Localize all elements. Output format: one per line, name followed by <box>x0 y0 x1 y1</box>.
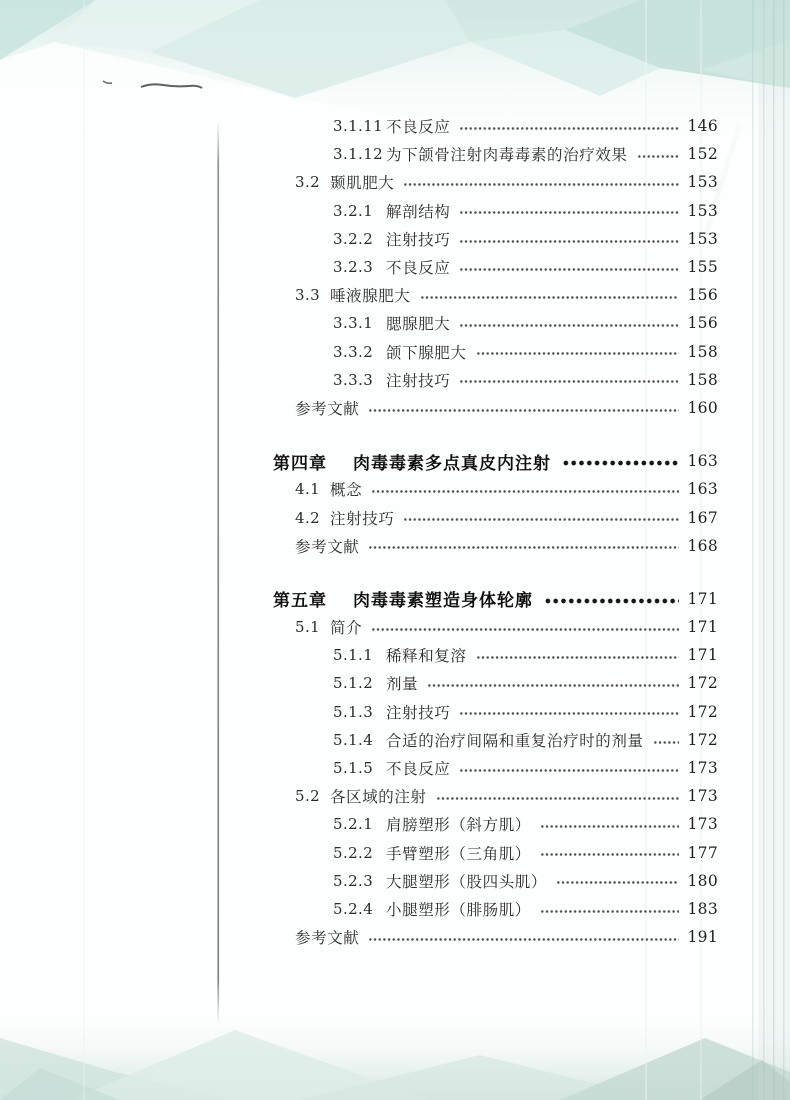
toc-section-gap <box>215 560 760 585</box>
toc-list <box>215 112 760 951</box>
dot-leader <box>459 309 679 337</box>
dot-leader <box>459 698 679 726</box>
dot-leader <box>459 112 679 140</box>
toc-entry-number: 3.3.3 <box>333 370 374 389</box>
dot-leader <box>476 641 679 669</box>
toc-entry-page: 168 <box>687 536 718 555</box>
dot-leader <box>562 447 679 475</box>
toc-entry <box>215 140 760 168</box>
dot-leader <box>540 810 679 838</box>
dot-leader <box>653 726 679 754</box>
toc-entry <box>215 782 760 810</box>
toc-entry-title: 参考文献 <box>295 537 360 556</box>
toc-entry-page: 173 <box>687 787 718 806</box>
toc-entry-number: 5.1.2 <box>333 674 374 693</box>
toc-entry-number: 3.3.2 <box>333 342 374 361</box>
toc-entry-title: 腮腺肥大 <box>386 315 451 334</box>
toc-entry-title: 小腿塑形（腓肠肌） <box>386 900 531 919</box>
toc-entry-page: 191 <box>687 928 718 947</box>
toc-entry <box>215 281 760 309</box>
toc-entry-number: 3.2 <box>295 173 321 192</box>
dot-leader <box>476 338 679 366</box>
toc-entry-title: 解剖结构 <box>386 202 451 221</box>
toc-entry <box>215 338 760 366</box>
toc-page <box>215 112 760 951</box>
toc-entry <box>215 475 760 503</box>
toc-entry-number: 3.2.1 <box>333 201 374 220</box>
toc-entry <box>215 754 760 782</box>
toc-entry-page: 171 <box>687 646 718 665</box>
toc-entry <box>215 532 760 560</box>
toc-entry-title: 剂量 <box>386 675 419 694</box>
toc-entry-title: 肉毒毒素多点真皮内注射 <box>353 453 551 474</box>
toc-entry-title: 各区域的注射 <box>330 788 427 807</box>
dot-leader <box>427 669 679 697</box>
toc-entry <box>215 726 760 754</box>
toc-entry <box>215 867 760 895</box>
toc-entry <box>215 253 760 281</box>
toc-chapter-entry <box>215 447 760 475</box>
dot-leader <box>459 253 679 281</box>
toc-entry-page: 172 <box>687 702 718 721</box>
toc-entry-title: 注射技巧 <box>386 371 451 390</box>
dot-leader <box>368 532 679 560</box>
toc-entry <box>215 503 760 531</box>
toc-entry-number: 3.2.2 <box>333 229 374 248</box>
dot-leader <box>459 366 679 394</box>
dot-leader <box>403 503 679 531</box>
dot-leader <box>637 140 679 168</box>
toc-entry-page: 172 <box>687 730 718 749</box>
toc-entry-number: 5.1 <box>295 618 321 637</box>
toc-entry-page: 156 <box>687 314 718 333</box>
toc-entry-page: 180 <box>687 871 718 890</box>
toc-entry-page: 155 <box>687 258 718 277</box>
toc-entry-title: 颞肌肥大 <box>330 174 395 193</box>
toc-entry-page: 171 <box>687 589 718 608</box>
toc-entry <box>215 895 760 923</box>
toc-entry <box>215 197 760 225</box>
toc-entry-page: 156 <box>687 286 718 305</box>
toc-entry <box>215 168 760 196</box>
toc-entry-title: 概念 <box>330 481 363 500</box>
dot-leader <box>371 613 679 641</box>
toc-entry-page: 163 <box>687 480 718 499</box>
toc-entry-number: 3.2.3 <box>333 258 374 277</box>
toc-entry-page: 152 <box>687 145 718 164</box>
toc-entry-title: 不良反应 <box>386 259 451 278</box>
dot-leader <box>368 923 679 951</box>
toc-entry <box>215 698 760 726</box>
toc-entry-number: 5.2.2 <box>333 843 374 862</box>
dot-leader <box>436 782 679 810</box>
dot-leader <box>540 895 679 923</box>
toc-entry <box>215 810 760 838</box>
toc-entry-title: 手臂塑形（三角肌） <box>386 844 531 863</box>
toc-entry-page: 173 <box>687 815 718 834</box>
toc-entry-title: 参考文献 <box>295 399 360 418</box>
dot-leader <box>459 197 679 225</box>
dot-leader <box>459 754 679 782</box>
toc-entry-number: 3.1.11 <box>333 117 384 136</box>
toc-entry-title: 稀释和复溶 <box>386 647 467 666</box>
dot-leader <box>540 839 679 867</box>
toc-entry-number: 3.3 <box>295 286 321 305</box>
toc-entry-title: 颌下腺肥大 <box>386 343 467 362</box>
toc-entry-title: 肉毒毒素塑造身体轮廓 <box>353 591 533 612</box>
toc-entry <box>215 309 760 337</box>
page-edge-tint <box>758 0 790 1100</box>
toc-entry-number: 5.2.3 <box>333 871 374 890</box>
toc-entry-title: 不良反应 <box>386 760 451 779</box>
toc-entry-number: 5.2 <box>295 787 321 806</box>
toc-entry <box>215 366 760 394</box>
toc-section-gap <box>215 422 760 447</box>
toc-entry <box>215 394 760 422</box>
toc-entry-title: 大腿塑形（股四头肌） <box>386 872 548 891</box>
toc-entry-page: 153 <box>687 201 718 220</box>
toc-entry <box>215 923 760 951</box>
toc-entry-page: 173 <box>687 759 718 778</box>
toc-entry-page: 177 <box>687 843 718 862</box>
toc-entry-page: 153 <box>687 173 718 192</box>
toc-entry-number: 3.1.12 <box>333 145 384 164</box>
toc-entry-page: 172 <box>687 674 718 693</box>
dot-leader <box>556 867 679 895</box>
toc-chapter-entry <box>215 585 760 613</box>
toc-entry-page: 160 <box>687 398 718 417</box>
dot-leader <box>368 394 679 422</box>
toc-entry-title: 参考文献 <box>295 929 360 948</box>
toc-entry-page: 171 <box>687 618 718 637</box>
toc-entry-page: 153 <box>687 229 718 248</box>
toc-entry-title: 简介 <box>330 619 363 638</box>
toc-entry-number: 4.1 <box>295 480 321 499</box>
toc-entry-page: 158 <box>687 342 718 361</box>
toc-entry-number: 5.2.1 <box>333 815 374 834</box>
toc-entry-number: 5.1.3 <box>333 702 374 721</box>
dot-leader <box>544 585 679 613</box>
toc-entry-title: 注射技巧 <box>386 230 451 249</box>
toc-entry-title: 唾液腺肥大 <box>330 287 411 306</box>
toc-entry-number: 4.2 <box>295 508 321 527</box>
toc-entry <box>215 669 760 697</box>
dot-leader <box>371 475 679 503</box>
toc-entry-title: 为下颌骨注射肉毒毒素的治疗效果 <box>386 146 628 165</box>
dot-leader <box>420 281 679 309</box>
toc-entry-title: 合适的治疗间隔和重复治疗时的剂量 <box>386 731 644 750</box>
toc-entry-title: 不良反应 <box>386 118 451 137</box>
toc-entry-page: 167 <box>687 508 718 527</box>
toc-entry-number: 5.2.4 <box>333 899 374 918</box>
toc-entry-page: 163 <box>687 452 718 471</box>
toc-entry-number: 第五章 <box>273 591 327 612</box>
toc-entry-title: 注射技巧 <box>330 509 395 528</box>
toc-entry-number: 3.3.1 <box>333 314 374 333</box>
toc-entry <box>215 613 760 641</box>
toc-entry-number: 5.1.5 <box>333 759 374 778</box>
toc-entry-title: 注射技巧 <box>386 703 451 722</box>
toc-entry-page: 158 <box>687 370 718 389</box>
toc-entry-number: 第四章 <box>273 453 327 474</box>
toc-entry-page: 146 <box>687 117 718 136</box>
toc-entry <box>215 225 760 253</box>
scan-streak <box>83 0 85 1100</box>
toc-entry-page: 183 <box>687 899 718 918</box>
dot-leader <box>459 225 679 253</box>
dot-leader <box>403 168 679 196</box>
toc-entry-number: 5.1.1 <box>333 646 374 665</box>
toc-entry-title: 肩膀塑形（斜方肌） <box>386 816 531 835</box>
toc-entry <box>215 112 760 140</box>
toc-entry <box>215 839 760 867</box>
toc-entry-number: 5.1.4 <box>333 730 374 749</box>
toc-entry <box>215 641 760 669</box>
